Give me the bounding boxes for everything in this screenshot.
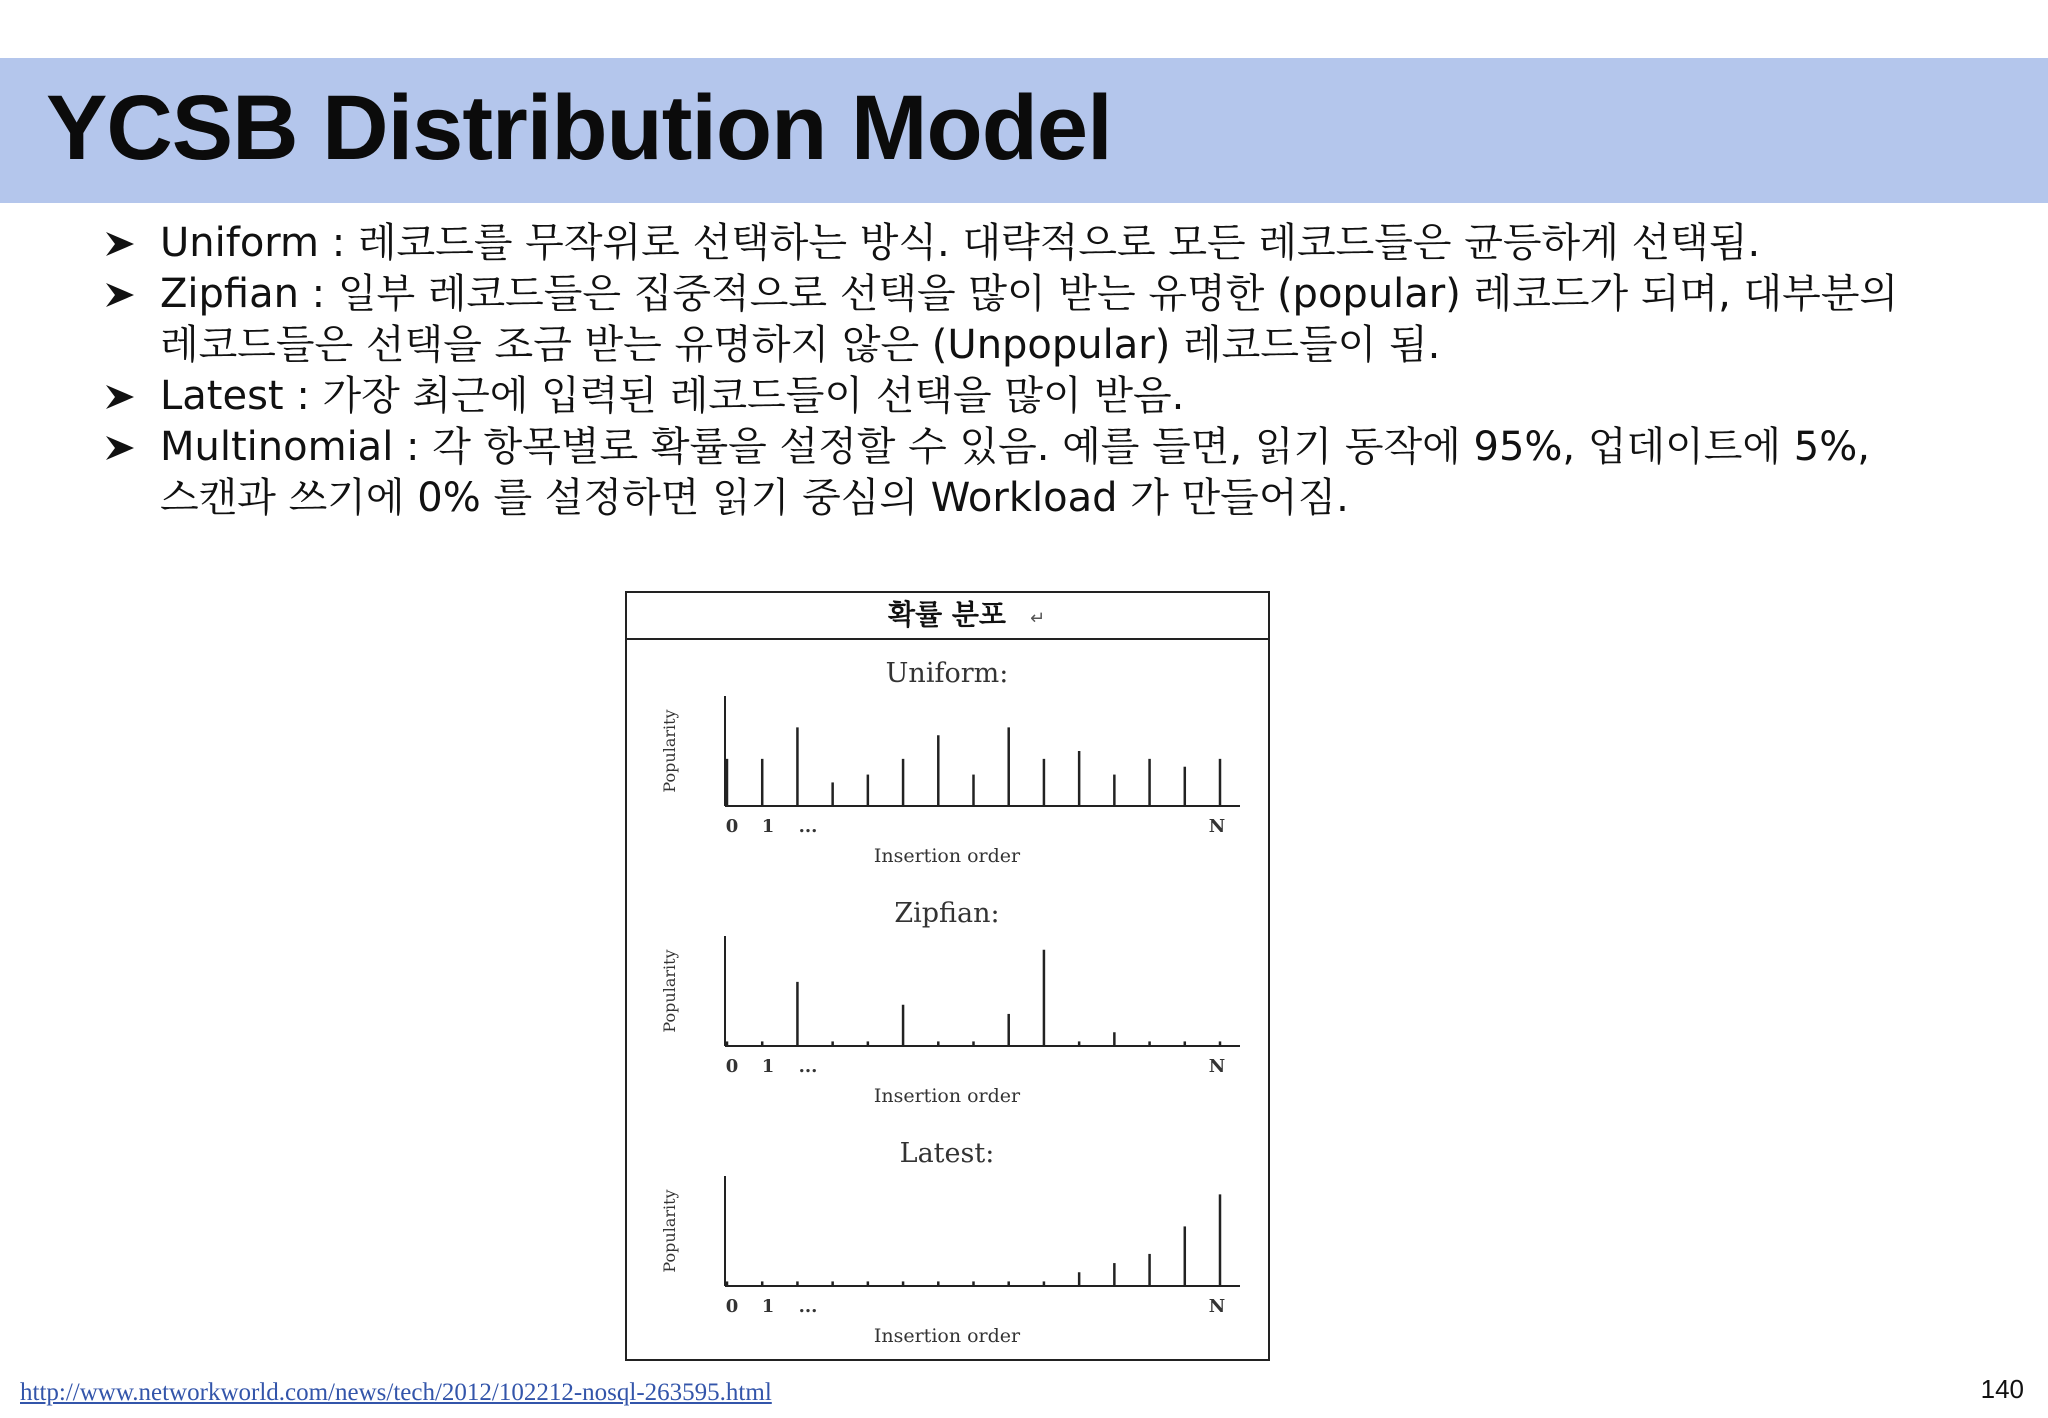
bullet-text-zipfian: Zipfian : 일부 레코드들은 집중적으로 선택을 많이 받는 유명한 (popular) 레코드가 되며, 대부분의 레코드들은 선택을 조금 받는 유명하지 않은 (Unpopular) 레코드들이 됨. — [160, 271, 1899, 368]
chart-xlabel-uniform: Insertion order — [873, 845, 1021, 867]
bullet-text-latest: Latest : 가장 최근에 입력된 레코드들이 선택을 많이 받음. — [160, 373, 1185, 419]
arrow-bullet-icon — [104, 218, 138, 269]
distribution-figure — [625, 591, 1270, 1361]
bullet-multinomial — [104, 422, 1904, 524]
bullet-uniform — [104, 218, 1904, 269]
bullet-latest — [104, 371, 1904, 422]
arrow-bullet-icon — [104, 422, 138, 473]
bullet-text-multinomial: Multinomial : 각 항목별로 확률을 설정할 수 있음. 예를 들면, 읽기 동작에 95%, 업데이트에 5%, 스캔과 쓰기에 0% 를 설정하면 읽기 중심의 Workload 가 만들어짐. — [160, 424, 1870, 521]
source-link[interactable]: http://www.networkworld.com/news/tech/2012/102212-nosql-263595.html — [20, 1379, 772, 1406]
chart-xtick-latest: N — [1208, 1296, 1226, 1317]
chart-xtick-zipfian: N — [1208, 1056, 1226, 1077]
chart-xtick-uniform: 1 — [761, 816, 775, 837]
chart-xtick-latest: ... — [798, 1296, 818, 1317]
chart-xtick-zipfian: 0 — [725, 1056, 739, 1077]
chart-title-zipfian: Zipfian: — [894, 898, 1000, 929]
chart-xtick-zipfian: ... — [798, 1056, 818, 1077]
return-mark-icon: ↵ — [1030, 608, 1046, 629]
chart-xtick-latest: 1 — [761, 1296, 775, 1317]
chart-ylabel-uniform: Popularity — [660, 709, 679, 793]
bullet-text-uniform: Uniform : 레코드를 무작위로 선택하는 방식. 대략적으로 모든 레코드들은 균등하게 선택됨. — [160, 220, 1761, 266]
chart-xlabel-latest: Insertion order — [873, 1325, 1021, 1347]
arrow-bullet-icon — [104, 371, 138, 422]
chart-xlabel-zipfian: Insertion order — [873, 1085, 1021, 1107]
page-number: 140 — [1980, 1374, 2024, 1404]
figure-border — [626, 592, 1269, 1360]
chart-ylabel-latest: Popularity — [660, 1189, 679, 1273]
slide-title: YCSB Distribution Model — [46, 77, 1112, 179]
arrow-bullet-icon — [104, 269, 138, 320]
chart-xtick-uniform: ... — [798, 816, 818, 837]
bullet-zipfian — [104, 269, 1904, 371]
chart-xtick-zipfian: 1 — [761, 1056, 775, 1077]
chart-ylabel-zipfian: Popularity — [660, 949, 679, 1033]
chart-title-uniform: Uniform: — [885, 658, 1009, 689]
chart-xtick-latest: 0 — [725, 1296, 739, 1317]
bullet-list — [104, 218, 1904, 524]
chart-title-latest: Latest: — [899, 1138, 995, 1169]
chart-xtick-uniform: 0 — [725, 816, 739, 837]
figure-header: 확률 분포 — [888, 598, 1006, 631]
chart-xtick-uniform: N — [1208, 816, 1226, 837]
